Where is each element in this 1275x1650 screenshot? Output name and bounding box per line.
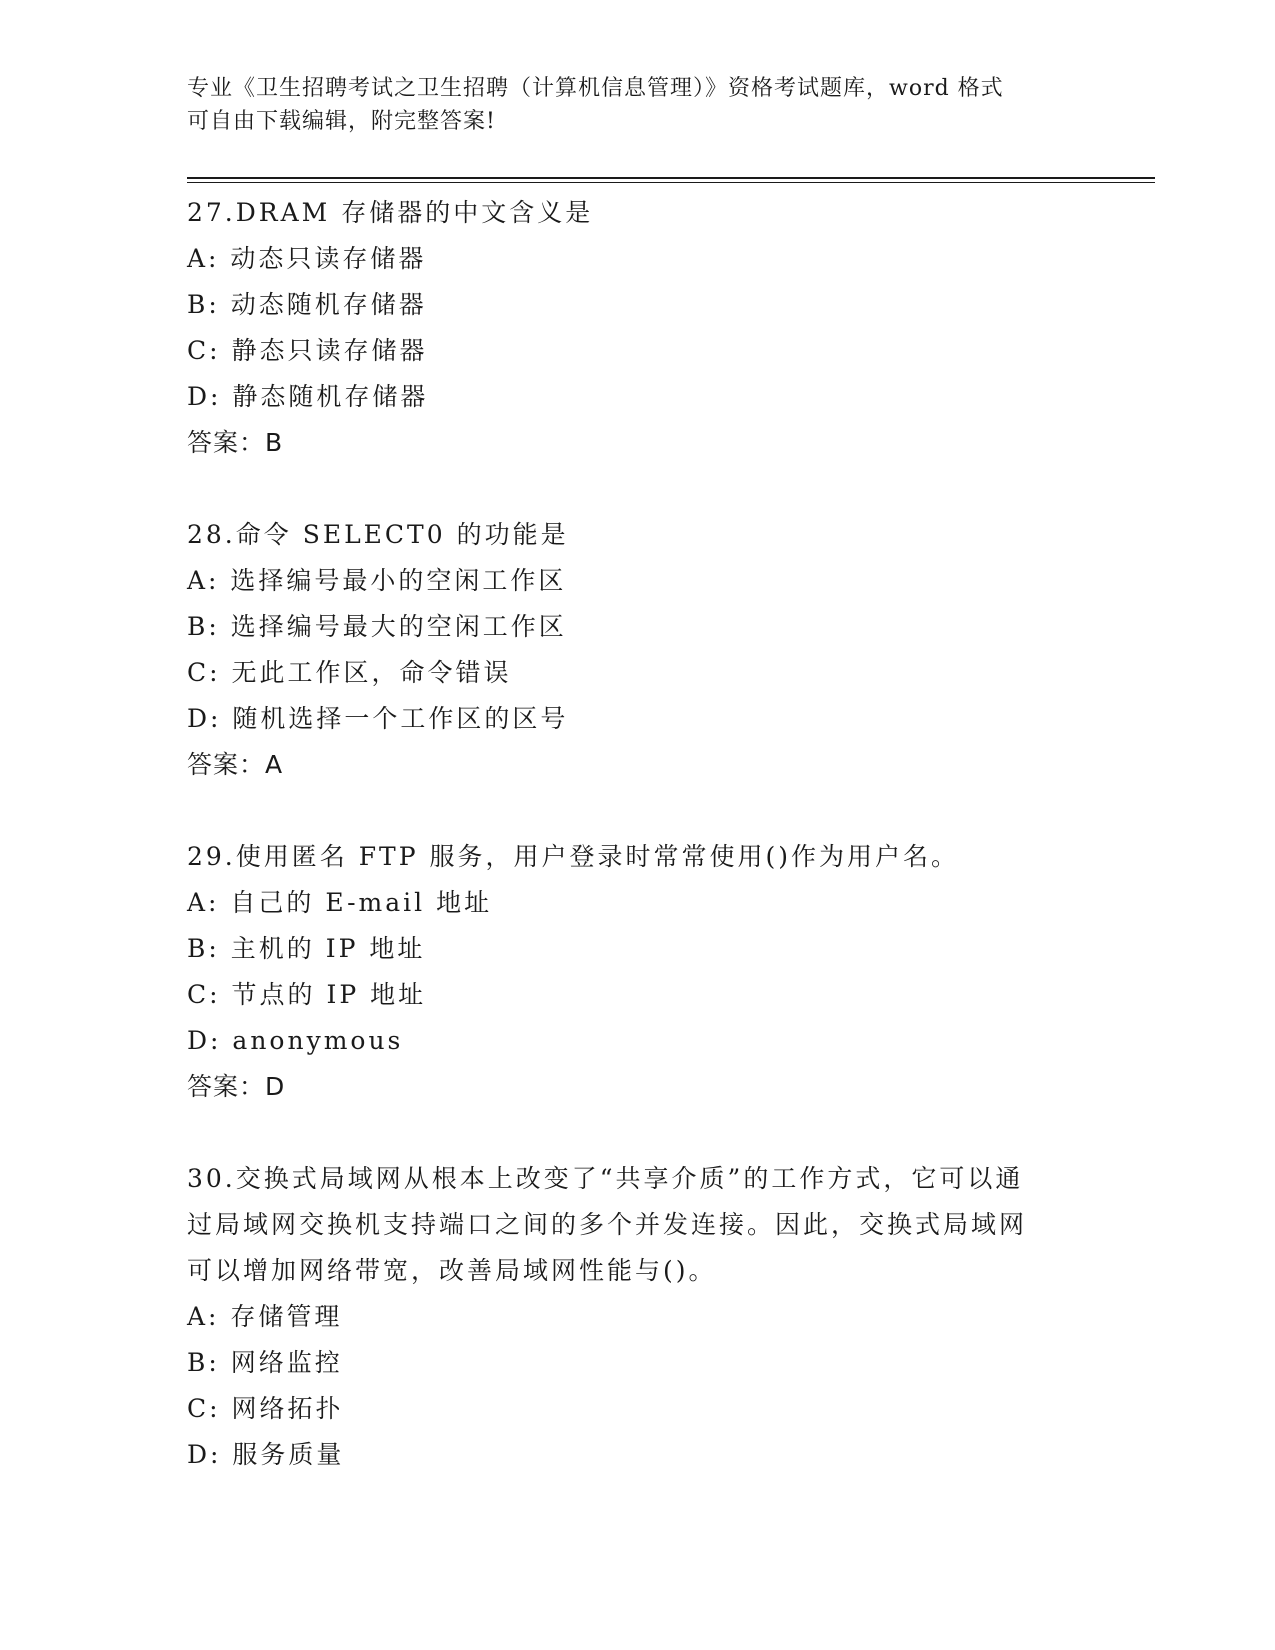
option-d: D: 服务质量 bbox=[187, 1440, 345, 1469]
option-c: C: 节点的 IP 地址 bbox=[187, 980, 427, 1009]
option-d: D: 静态随机存储器 bbox=[187, 382, 429, 411]
option-a: A: 动态只读存储器 bbox=[187, 244, 427, 273]
header-line-1: 专业《卫生招聘考试之卫生招聘（计算机信息管理）》资格考试题库，word 格式 bbox=[187, 76, 1004, 101]
question-30 bbox=[187, 1156, 1107, 1478]
question-stem-line-1: 30.交换式局域网从根本上改变了“共享介质”的工作方式，它可以通 bbox=[187, 1164, 1024, 1193]
question-28 bbox=[187, 512, 1107, 788]
option-c: C: 静态只读存储器 bbox=[187, 336, 428, 365]
option-b: B: 动态随机存储器 bbox=[187, 290, 427, 319]
option-a: A: 选择编号最小的空闲工作区 bbox=[187, 566, 567, 595]
question-stem-line-2: 过局域网交换机支持端口之间的多个并发连接。因此，交换式局域网 bbox=[187, 1210, 1028, 1239]
option-b: B: 主机的 IP 地址 bbox=[187, 934, 426, 963]
question-stem: 27.DRAM 存储器的中文含义是 bbox=[187, 198, 594, 227]
spacer bbox=[187, 1110, 1107, 1156]
option-c: C: 无此工作区，命令错误 bbox=[187, 658, 512, 687]
spacer bbox=[187, 788, 1107, 834]
answer-line: 答案：B bbox=[187, 428, 284, 457]
option-d: D: anonymous bbox=[187, 1026, 404, 1055]
question-list bbox=[187, 190, 1107, 1478]
option-b: B: 网络监控 bbox=[187, 1348, 343, 1377]
header-line-2: 可自由下载编辑，附完整答案! bbox=[187, 109, 496, 134]
option-a: A: 自己的 E-mail 地址 bbox=[187, 888, 493, 917]
question-29 bbox=[187, 834, 1107, 1110]
option-d: D: 随机选择一个工作区的区号 bbox=[187, 704, 569, 733]
question-stem: 28.命令 SELECT0 的功能是 bbox=[187, 520, 569, 549]
header-divider-thin bbox=[187, 182, 1155, 183]
spacer bbox=[187, 466, 1107, 512]
question-stem: 29.使用匿名 FTP 服务，用户登录时常常使用()作为用户名。 bbox=[187, 842, 960, 871]
option-c: C: 网络拓扑 bbox=[187, 1394, 344, 1423]
question-27 bbox=[187, 190, 1107, 466]
header-divider-thick bbox=[187, 177, 1155, 179]
document-header bbox=[187, 72, 1067, 138]
answer-line: 答案：D bbox=[187, 1072, 286, 1101]
answer-line: 答案：A bbox=[187, 750, 284, 779]
question-stem-line-3: 可以增加网络带宽，改善局域网性能与()。 bbox=[187, 1256, 717, 1285]
option-a: A: 存储管理 bbox=[187, 1302, 343, 1331]
option-b: B: 选择编号最大的空闲工作区 bbox=[187, 612, 567, 641]
